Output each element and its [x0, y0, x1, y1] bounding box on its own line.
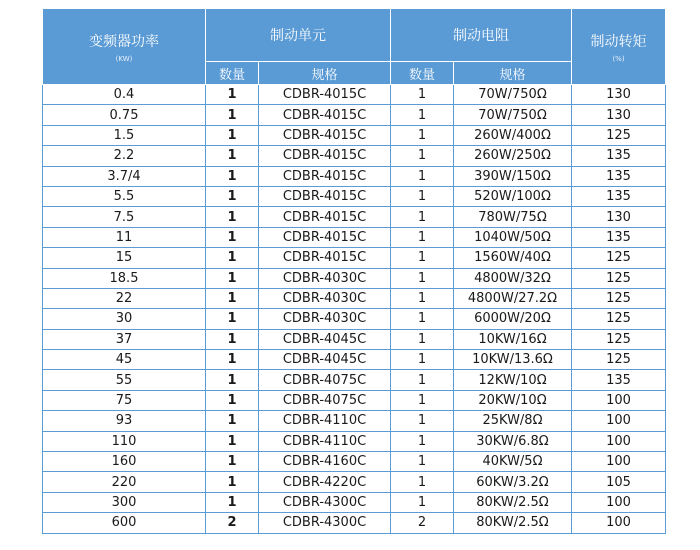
cell-power: 2.2	[43, 146, 206, 166]
cell-resistor-qty: 1	[391, 105, 454, 125]
cell-resistor-qty: 1	[391, 350, 454, 370]
cell-power: 1.5	[43, 125, 206, 145]
cell-resistor-spec: 390W/150Ω	[454, 166, 572, 186]
table-row	[43, 146, 666, 166]
cell-torque: 100	[572, 390, 666, 410]
cell-resistor-spec: 1560W/40Ω	[454, 248, 572, 268]
cell-torque: 130	[572, 105, 666, 125]
cell-resistor-spec: 25KW/8Ω	[454, 411, 572, 431]
cell-resistor-qty: 1	[391, 268, 454, 288]
cell-resistor-spec: 10KW/13.6Ω	[454, 350, 572, 370]
spec-table-container	[42, 8, 665, 534]
cell-unit-qty: 2	[206, 513, 259, 533]
cell-resistor-qty: 1	[391, 452, 454, 472]
cell-unit-spec: CDBR-4030C	[259, 309, 391, 329]
cell-torque: 135	[572, 227, 666, 247]
cell-unit-spec: CDBR-4015C	[259, 85, 391, 105]
table-row	[43, 309, 666, 329]
cell-resistor-qty: 1	[391, 288, 454, 308]
cell-torque: 135	[572, 166, 666, 186]
cell-resistor-spec: 4800W/27.2Ω	[454, 288, 572, 308]
cell-unit-spec: CDBR-4015C	[259, 146, 391, 166]
cell-power: 600	[43, 513, 206, 533]
cell-torque: 135	[572, 186, 666, 206]
table-row	[43, 492, 666, 512]
cell-unit-qty: 1	[206, 186, 259, 206]
cell-resistor-qty: 1	[391, 472, 454, 492]
cell-power: 160	[43, 452, 206, 472]
cell-unit-qty: 1	[206, 452, 259, 472]
cell-resistor-qty: 1	[391, 248, 454, 268]
cell-resistor-qty: 1	[391, 186, 454, 206]
cell-torque: 135	[572, 146, 666, 166]
table-row	[43, 105, 666, 125]
cell-torque: 125	[572, 329, 666, 349]
cell-unit-spec: CDBR-4030C	[259, 288, 391, 308]
cell-resistor-spec: 260W/250Ω	[454, 146, 572, 166]
cell-unit-spec: CDBR-4015C	[259, 166, 391, 186]
cell-resistor-spec: 4800W/32Ω	[454, 268, 572, 288]
cell-unit-qty: 1	[206, 431, 259, 451]
cell-power: 45	[43, 350, 206, 370]
cell-unit-spec: CDBR-4110C	[259, 431, 391, 451]
cell-resistor-spec: 520W/100Ω	[454, 186, 572, 206]
cell-torque: 100	[572, 492, 666, 512]
cell-unit-spec: CDBR-4030C	[259, 268, 391, 288]
cell-resistor-spec: 10KW/16Ω	[454, 329, 572, 349]
cell-power: 220	[43, 472, 206, 492]
cell-resistor-spec: 1040W/50Ω	[454, 227, 572, 247]
table-row	[43, 268, 666, 288]
cell-unit-spec: CDBR-4220C	[259, 472, 391, 492]
cell-resistor-spec: 60KW/3.2Ω	[454, 472, 572, 492]
cell-unit-spec: CDBR-4045C	[259, 350, 391, 370]
cell-resistor-spec: 40KW/5Ω	[454, 452, 572, 472]
cell-torque: 130	[572, 85, 666, 105]
cell-unit-qty: 1	[206, 125, 259, 145]
table-row	[43, 248, 666, 268]
cell-resistor-qty: 1	[391, 309, 454, 329]
header-power-unit: (KW)	[115, 54, 133, 63]
cell-torque: 125	[572, 268, 666, 288]
table-row	[43, 472, 666, 492]
cell-resistor-qty: 1	[391, 125, 454, 145]
cell-unit-qty: 1	[206, 268, 259, 288]
cell-power: 11	[43, 227, 206, 247]
table-row	[43, 166, 666, 186]
cell-resistor-spec: 12KW/10Ω	[454, 370, 572, 390]
cell-unit-qty: 1	[206, 370, 259, 390]
cell-unit-spec: CDBR-4110C	[259, 411, 391, 431]
cell-power: 0.75	[43, 105, 206, 125]
cell-torque: 125	[572, 288, 666, 308]
cell-resistor-qty: 1	[391, 390, 454, 410]
subheader-resistor-qty: 数量	[391, 62, 454, 85]
cell-unit-spec: CDBR-4045C	[259, 329, 391, 349]
cell-unit-qty: 1	[206, 207, 259, 227]
cell-unit-spec: CDBR-4015C	[259, 248, 391, 268]
cell-resistor-spec: 20KW/10Ω	[454, 390, 572, 410]
table-row	[43, 390, 666, 410]
cell-resistor-qty: 1	[391, 85, 454, 105]
cell-resistor-qty: 1	[391, 329, 454, 349]
cell-unit-qty: 1	[206, 350, 259, 370]
table-row	[43, 350, 666, 370]
cell-unit-qty: 1	[206, 472, 259, 492]
table-row	[43, 431, 666, 451]
cell-resistor-spec: 6000W/20Ω	[454, 309, 572, 329]
cell-torque: 100	[572, 513, 666, 533]
cell-power: 37	[43, 329, 206, 349]
cell-unit-spec: CDBR-4075C	[259, 370, 391, 390]
cell-unit-spec: CDBR-4015C	[259, 227, 391, 247]
table-row	[43, 411, 666, 431]
table-row	[43, 207, 666, 227]
table-row	[43, 288, 666, 308]
table-header	[43, 9, 666, 85]
cell-unit-qty: 1	[206, 288, 259, 308]
cell-power: 3.7/4	[43, 166, 206, 186]
header-power	[43, 9, 206, 85]
cell-resistor-qty: 2	[391, 513, 454, 533]
header-torque-unit: (%)	[612, 54, 625, 63]
cell-unit-spec: CDBR-4300C	[259, 513, 391, 533]
cell-torque: 130	[572, 207, 666, 227]
subheader-unit-spec: 规格	[259, 62, 391, 85]
cell-resistor-spec: 780W/75Ω	[454, 207, 572, 227]
cell-resistor-qty: 1	[391, 370, 454, 390]
table-row	[43, 85, 666, 105]
header-brake-unit: 制动单元	[206, 9, 391, 62]
table-row	[43, 329, 666, 349]
cell-resistor-qty: 1	[391, 492, 454, 512]
cell-unit-spec: CDBR-4300C	[259, 492, 391, 512]
cell-torque: 125	[572, 125, 666, 145]
cell-power: 110	[43, 431, 206, 451]
cell-resistor-spec: 30KW/6.8Ω	[454, 431, 572, 451]
cell-unit-qty: 1	[206, 492, 259, 512]
cell-resistor-spec: 80KW/2.5Ω	[454, 513, 572, 533]
cell-power: 7.5	[43, 207, 206, 227]
cell-power: 0.4	[43, 85, 206, 105]
cell-unit-qty: 1	[206, 329, 259, 349]
cell-unit-qty: 1	[206, 248, 259, 268]
cell-resistor-qty: 1	[391, 411, 454, 431]
cell-resistor-qty: 1	[391, 227, 454, 247]
cell-unit-spec: CDBR-4160C	[259, 452, 391, 472]
table-row	[43, 186, 666, 206]
header-brake-resistor: 制动电阻	[391, 9, 572, 62]
table-row	[43, 370, 666, 390]
cell-unit-qty: 1	[206, 146, 259, 166]
table-row	[43, 227, 666, 247]
braking-spec-table	[42, 8, 666, 534]
cell-resistor-qty: 1	[391, 166, 454, 186]
table-row	[43, 452, 666, 472]
header-torque	[572, 9, 666, 85]
cell-unit-spec: CDBR-4075C	[259, 390, 391, 410]
table-row	[43, 513, 666, 533]
cell-unit-spec: CDBR-4015C	[259, 125, 391, 145]
cell-unit-spec: CDBR-4015C	[259, 186, 391, 206]
cell-unit-qty: 1	[206, 166, 259, 186]
cell-unit-qty: 1	[206, 411, 259, 431]
cell-torque: 100	[572, 452, 666, 472]
cell-unit-qty: 1	[206, 227, 259, 247]
cell-power: 22	[43, 288, 206, 308]
cell-resistor-qty: 1	[391, 431, 454, 451]
cell-power: 15	[43, 248, 206, 268]
header-power-label: 变频器功率	[89, 33, 159, 50]
cell-torque: 105	[572, 472, 666, 492]
cell-resistor-spec: 70W/750Ω	[454, 85, 572, 105]
cell-power: 93	[43, 411, 206, 431]
cell-power: 18.5	[43, 268, 206, 288]
cell-unit-qty: 1	[206, 390, 259, 410]
cell-unit-qty: 1	[206, 85, 259, 105]
cell-resistor-spec: 80KW/2.5Ω	[454, 492, 572, 512]
cell-torque: 125	[572, 350, 666, 370]
cell-torque: 125	[572, 248, 666, 268]
cell-torque: 125	[572, 309, 666, 329]
cell-torque: 100	[572, 411, 666, 431]
cell-power: 5.5	[43, 186, 206, 206]
subheader-resistor-spec: 规格	[454, 62, 572, 85]
cell-resistor-spec: 260W/400Ω	[454, 125, 572, 145]
cell-unit-qty: 1	[206, 309, 259, 329]
cell-power: 300	[43, 492, 206, 512]
cell-unit-qty: 1	[206, 105, 259, 125]
cell-resistor-qty: 1	[391, 146, 454, 166]
cell-torque: 135	[572, 370, 666, 390]
cell-unit-spec: CDBR-4015C	[259, 207, 391, 227]
cell-power: 30	[43, 309, 206, 329]
cell-power: 55	[43, 370, 206, 390]
subheader-unit-qty: 数量	[206, 62, 259, 85]
table-body	[43, 85, 666, 534]
header-torque-label: 制动转矩	[590, 33, 647, 50]
cell-power: 75	[43, 390, 206, 410]
table-row	[43, 125, 666, 145]
cell-resistor-spec: 70W/750Ω	[454, 105, 572, 125]
cell-torque: 100	[572, 431, 666, 451]
cell-resistor-qty: 1	[391, 207, 454, 227]
cell-unit-spec: CDBR-4015C	[259, 105, 391, 125]
